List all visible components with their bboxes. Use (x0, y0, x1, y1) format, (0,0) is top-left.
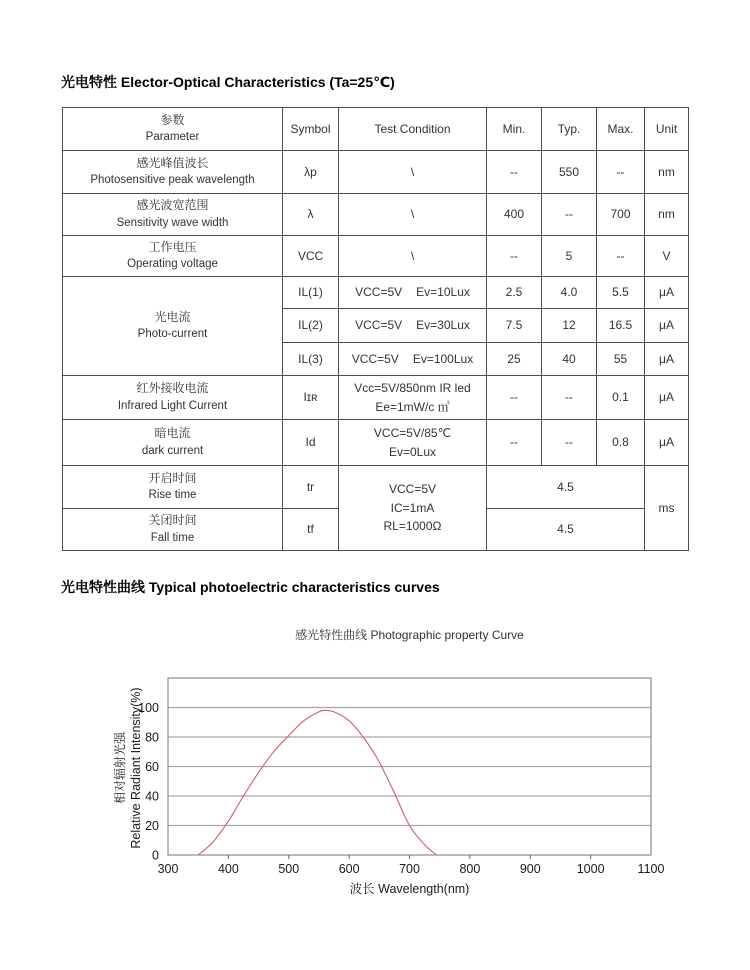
cell-symbol: VCC (283, 236, 339, 277)
param-zh: 光电流 (154, 309, 191, 324)
section-title-curves: 光电特性曲线 Typical photoelectric characteristics curves (61, 579, 440, 595)
cell-max: 0.8 (597, 420, 645, 466)
param-zh: 感光波宽范围 (136, 198, 209, 213)
x-tick-label: 1000 (576, 862, 605, 876)
param-zh: 开启时间 (148, 470, 197, 485)
cell-test-condition (339, 343, 487, 376)
x-axis-label: 波长 Wavelength(nm) (349, 882, 470, 896)
y-tick-label: 100 (138, 701, 159, 715)
cell-typ: -- (542, 420, 597, 466)
cell-min: -- (487, 236, 542, 277)
table-header-row (63, 108, 689, 151)
cell-rise-time-value: 4.5 (487, 466, 645, 509)
x-tick-label: 600 (338, 862, 360, 876)
cell-parameter (63, 420, 283, 466)
x-tick-label: 400 (217, 862, 239, 876)
cell-typ: 40 (542, 343, 597, 376)
cell-symbol: tr (283, 466, 339, 509)
param-zh: 红外接收电流 (136, 381, 209, 396)
cell-unit: V (645, 236, 689, 277)
cell-min: -- (487, 376, 542, 420)
x-tick-label: 500 (278, 862, 300, 876)
cond-voltage: VCC=5V (355, 318, 403, 333)
cell-parameter (63, 236, 283, 277)
table-row-rise-time (63, 466, 689, 509)
cond-illuminance: Ev=30Lux (416, 318, 470, 333)
cond-line: VCC=5V (388, 482, 437, 497)
cond-voltage: VCC=5V (351, 351, 399, 366)
cell-test-condition (339, 420, 487, 466)
cell-unit: μA (645, 376, 689, 420)
header-min: Min. (487, 108, 542, 151)
cell-max: -- (597, 236, 645, 277)
param-en: Photo-current (137, 328, 208, 341)
cell-test-condition (339, 309, 487, 343)
param-en: Fall time (150, 531, 195, 544)
y-axis-label-zh: 相对辐射光强 (113, 731, 127, 805)
y-tick-label: 80 (145, 730, 159, 745)
param-en: Photosensitive peak wavelength (90, 174, 255, 187)
header-parameter-en: Parameter (145, 131, 200, 144)
cell-max: -- (597, 151, 645, 194)
cell-typ: 12 (542, 309, 597, 343)
x-tick-label: 1100 (637, 862, 665, 876)
cell-min: 25 (487, 343, 542, 376)
cell-test-condition (339, 376, 487, 420)
cell-parameter (63, 466, 283, 509)
cell-test-condition: \ (339, 151, 487, 194)
section-title-electro-optical: 光电特性 Elector-Optical Characteristics (Ta=25℃) (61, 74, 395, 90)
param-zh: 感光峰值波长 (136, 155, 209, 170)
characteristics-table (62, 107, 689, 551)
x-tick-label: 900 (519, 862, 541, 876)
spectral-response-curve (198, 710, 437, 855)
cell-test-condition: \ (339, 194, 487, 236)
header-test-condition: Test Condition (339, 108, 487, 151)
cond-line: Ee=1mW/c ㎡ (375, 399, 450, 414)
y-tick-label: 0 (152, 848, 159, 863)
cell-parameter-photo-current (63, 277, 283, 376)
cell-symbol: IL(2) (283, 309, 339, 343)
cell-min: -- (487, 151, 542, 194)
cell-min: 2.5 (487, 277, 542, 309)
cell-parameter (63, 194, 283, 236)
cell-max: 55 (597, 343, 645, 376)
cell-symbol: tf (283, 509, 339, 551)
cell-symbol: IL(1) (283, 277, 339, 309)
cond-line: Ev=0Lux (388, 444, 437, 459)
x-tick-label: 700 (399, 862, 420, 876)
cell-typ: 5 (542, 236, 597, 277)
cell-max: 16.5 (597, 309, 645, 343)
param-en: Rise time (148, 489, 197, 502)
cond-line: IC=1mA (390, 500, 435, 515)
table-row-peak-wavelength (63, 151, 689, 194)
cell-min: -- (487, 420, 542, 466)
cond-line: RL=1000Ω (383, 519, 442, 534)
cell-symbol: Iɪʀ (283, 376, 339, 420)
table-row-dark-current (63, 420, 689, 466)
cell-min: 400 (487, 194, 542, 236)
cell-max: 5.5 (597, 277, 645, 309)
cell-max: 700 (597, 194, 645, 236)
cell-test-condition-time (339, 466, 487, 551)
cell-typ: -- (542, 376, 597, 420)
cell-unit-time: ms (645, 466, 689, 551)
table-row-photo-current-il1 (63, 277, 689, 309)
cell-unit: nm (645, 151, 689, 194)
param-zh: 工作电压 (148, 239, 197, 254)
header-max: Max. (597, 108, 645, 151)
cell-symbol: λ (283, 194, 339, 236)
cell-test-condition: \ (339, 236, 487, 277)
cell-max: 0.1 (597, 376, 645, 420)
param-zh: 暗电流 (154, 426, 191, 441)
y-tick-label: 40 (145, 789, 159, 804)
cell-symbol: Id (283, 420, 339, 466)
cond-illuminance: Ev=10Lux (416, 285, 470, 300)
param-en: Infrared Light Current (117, 399, 228, 412)
header-typ: Typ. (542, 108, 597, 151)
table-row-operating-voltage (63, 236, 689, 277)
cell-parameter (63, 151, 283, 194)
cond-voltage: VCC=5V (355, 285, 403, 300)
cond-line: VCC=5V/85℃ (373, 425, 452, 440)
cell-typ: 4.0 (542, 277, 597, 309)
x-tick-label: 300 (157, 862, 179, 876)
param-zh: 关闭时间 (148, 513, 197, 528)
cell-parameter (63, 376, 283, 420)
table-row-infrared-current (63, 376, 689, 420)
cond-line: Vcc=5V/850nm IR led (354, 380, 471, 395)
cell-unit: μA (645, 277, 689, 309)
table-row-wave-width (63, 194, 689, 236)
param-en: Sensitivity wave width (116, 216, 229, 229)
y-axis-label-en: Relative Radiant Intensity(%) (129, 687, 143, 849)
cell-min: 7.5 (487, 309, 542, 343)
spectral-response-chart (60, 640, 710, 930)
param-en: Operating voltage (127, 258, 218, 271)
cell-fall-time-value: 4.5 (487, 509, 645, 551)
cell-symbol: λp (283, 151, 339, 194)
cell-unit: μA (645, 309, 689, 343)
cell-test-condition (339, 277, 487, 309)
cell-unit: μA (645, 420, 689, 466)
param-en: dark current (141, 444, 204, 457)
y-tick-label: 60 (145, 760, 159, 774)
cell-typ: -- (542, 194, 597, 236)
cond-illuminance: Ev=100Lux (412, 351, 474, 366)
cell-symbol: IL(3) (283, 343, 339, 376)
header-symbol: Symbol (283, 108, 339, 151)
cell-unit: μA (645, 343, 689, 376)
cell-typ: 550 (542, 151, 597, 194)
y-tick-label: 20 (145, 819, 159, 833)
x-tick-label: 800 (459, 862, 481, 876)
cell-unit: nm (645, 194, 689, 236)
header-unit: Unit (645, 108, 689, 151)
header-parameter (63, 108, 283, 151)
cell-parameter (63, 509, 283, 551)
chart-title: 感光特性曲线 Photographic property Curve (295, 628, 524, 642)
header-parameter-zh: 参数 (160, 112, 185, 127)
